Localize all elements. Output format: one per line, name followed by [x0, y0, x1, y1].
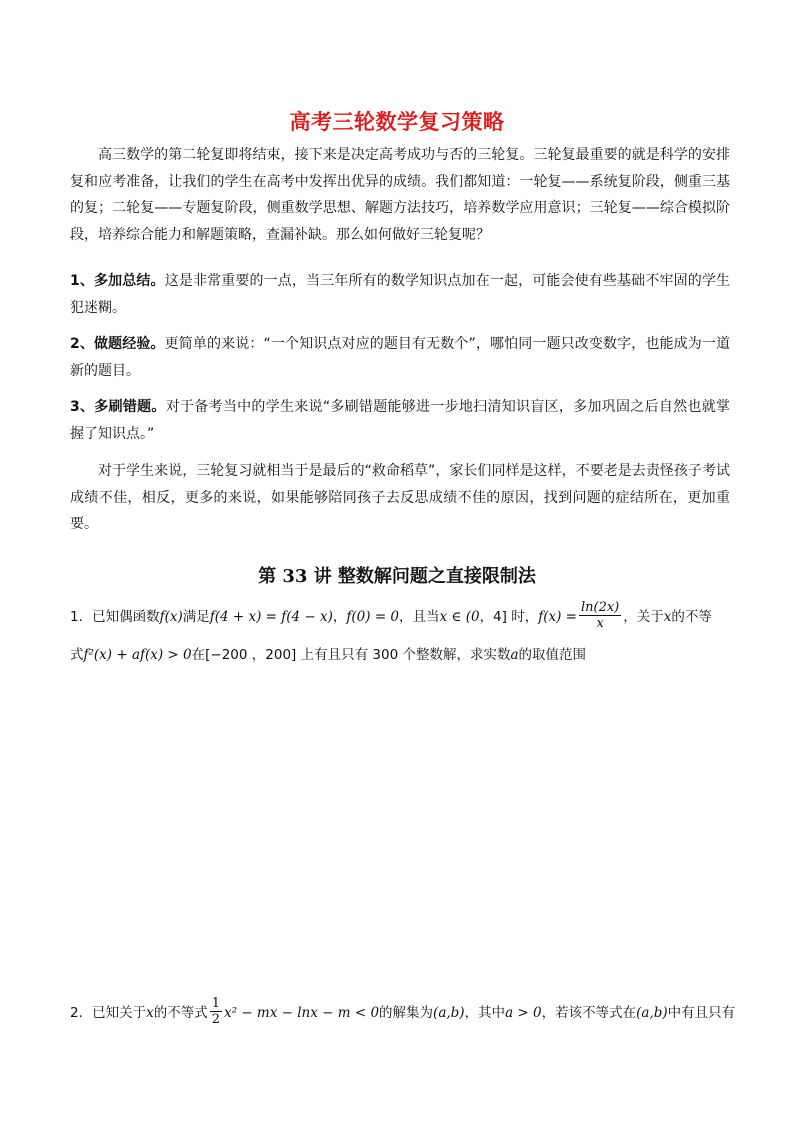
closing-paragraph: 对于学生来说，三轮复习就相当于是最后的“救命稻草”，家长们同样是这样，不要老是去责怪孩子考试成绩不佳，相反，更多的来说，如果能够陪同孩子去反思成绩不佳的原因，找到问题的症结所在，更加重要。 [70, 463, 730, 532]
math-fx-def: f(x) = [538, 609, 577, 625]
math-inequality: x² − mx − lnx − m < 0 [224, 1005, 380, 1021]
problem-1-text: ，关于 [623, 609, 664, 625]
problem-2-text: 中有且只有 [667, 1005, 736, 1021]
fraction-denominator: 2 [211, 1011, 220, 1027]
fraction-one-half [210, 996, 222, 1027]
tip-3-label: 3、多刷错题。 [70, 399, 166, 415]
problem-1-text: 的不等 [671, 609, 712, 625]
math-condition: a > 0 [505, 1005, 542, 1021]
math-f0: f(0) = 0 [346, 609, 400, 625]
fraction-ln2x-over-x [579, 600, 621, 631]
problem-2 [70, 994, 740, 1032]
math-fx: f(x) [159, 609, 183, 625]
fraction-numerator: ln(2x) [580, 599, 620, 615]
fraction-numerator: 1 [211, 995, 220, 1011]
page-title: 高考三轮数学复习策略 [289, 110, 505, 134]
math-symmetry: f(4 + x) = f(4 − x) [209, 609, 333, 625]
math-inequality: f²(x) + af(x) > 0 [83, 647, 192, 663]
tip-2-text: 更简单的来说：“一个知识点对应的题目有无数个”，哪怕同一题只改变数字，也能成为一道新的题目。 [70, 336, 730, 379]
math-x: x [663, 609, 672, 625]
tip-1-label: 1、多加总结。 [70, 273, 165, 289]
math-x: x [146, 1005, 154, 1021]
tip-1 [70, 268, 730, 321]
problem-1-text: ，4] 时， [479, 609, 539, 625]
lecture-title: 第 33 讲 整数解问题之直接限制法 [258, 566, 536, 587]
problem-2-text: 的不等式 [153, 1005, 208, 1021]
problem-1 [70, 598, 740, 674]
math-a: a [510, 647, 519, 663]
problem-2-text: ，若该不等式在 [541, 1005, 637, 1021]
problem-2-text: ，其中 [464, 1005, 506, 1021]
math-interval: (a,b) [636, 1005, 668, 1021]
problem-2-text: 已知关于 [92, 1005, 147, 1021]
problem-2-number: 2． [70, 1005, 93, 1021]
problem-1-text: 在[−200 ，200] 上有且只有 300 个整数解，求实数 [191, 647, 511, 663]
intro-paragraph: 高三数学的第二轮复即将结束，接下来是决定高考成功与否的三轮复。三轮复最重要的就是科学的安排复和应考准备，让我们的学生在高考中发挥出优异的成绩。我们都知道：一轮复——系统复阶段，侧重三基的复；二轮复——专题复阶段，侧重数学思想、解题方法技巧，培养数学应用意识；三轮复——综合模拟阶段，培养综合能力和解题策略，查漏补缺。那么如何做好三轮复呢？ [70, 147, 730, 243]
problem-1-number: 1． [70, 609, 93, 625]
problem-1-text: 式 [70, 647, 84, 663]
math-domain: x ∈ (0 [439, 609, 480, 625]
fraction-denominator: x [596, 615, 604, 631]
tip-1-text: 这是非常重要的一点，当三年所有的数学知识点加在一起，可能会使有些基础不牢固的学生犯迷糊。 [70, 273, 730, 316]
problem-2-text: 的解集为 [379, 1005, 434, 1021]
tip-2 [70, 331, 730, 384]
tip-3-text: 对于备考当中的学生来说“多刷错题能够进一步地扫清知识盲区，多加巩固之后自然也就掌握了知识点。” [70, 399, 730, 442]
tip-2-label: 2、做题经验。 [70, 336, 165, 352]
problem-1-text: 满足 [182, 609, 210, 625]
problem-1-text: ，且当 [399, 609, 440, 625]
tip-3 [70, 394, 730, 447]
math-interval: (a,b) [433, 1005, 465, 1021]
problem-1-text: 已知偶函数 [92, 609, 160, 625]
problem-1-text: ， [332, 609, 347, 625]
problem-1-text: 的取值范围 [518, 647, 587, 663]
